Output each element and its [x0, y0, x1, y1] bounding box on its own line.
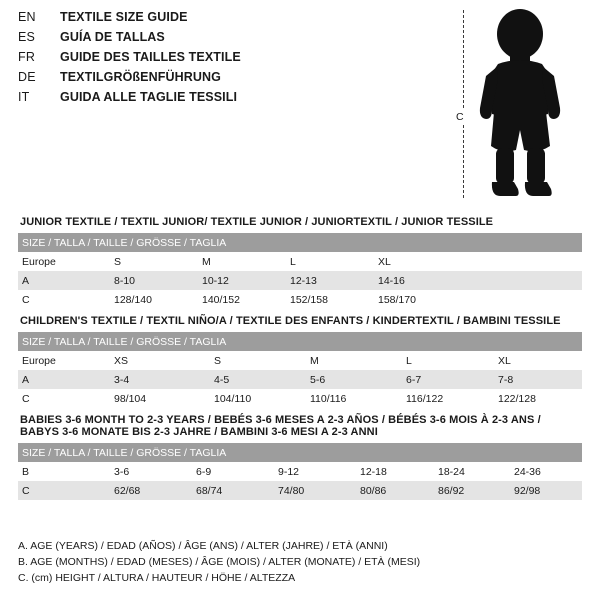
header-title-text: GUÍA DE TALLAS [60, 30, 165, 44]
cell: 4-5 [210, 370, 306, 389]
row-label: B [18, 462, 110, 481]
header-lang-code: ES [18, 30, 36, 44]
cell: 8-10 [110, 271, 198, 290]
height-measure-line [463, 10, 464, 198]
header-row [18, 90, 438, 110]
cell: 68/74 [192, 481, 274, 500]
cell: 62/68 [110, 481, 192, 500]
row-label: C [18, 481, 110, 500]
header-row [18, 30, 438, 50]
cell: M [198, 252, 286, 271]
header [18, 10, 438, 110]
table-row [18, 351, 582, 370]
cell: 122/128 [494, 389, 582, 408]
table-header-label: SIZE / TALLA / TAILLE / GRÖSSE / TAGLIA [18, 443, 582, 462]
row-label: Europe [18, 252, 110, 271]
cell: M [306, 351, 402, 370]
cell: 9-12 [274, 462, 356, 481]
row-label: C [18, 290, 110, 309]
junior-size-table [18, 233, 582, 309]
figure-area [452, 6, 592, 202]
header-row [18, 10, 438, 30]
header-lang-code: IT [18, 90, 30, 104]
header-lang-code: DE [18, 70, 36, 84]
header-row [18, 70, 438, 90]
cell: 92/98 [510, 481, 582, 500]
cell: XL [494, 351, 582, 370]
cell: 3-4 [110, 370, 210, 389]
cell: S [210, 351, 306, 370]
footnote-a: A. AGE (YEARS) / EDAD (AÑOS) / ÂGE (ANS) / ALTER (JAHRE) / ETÀ (ANNI) [18, 540, 388, 552]
height-measure-label: C [456, 111, 464, 123]
section-childrens-textile [18, 311, 582, 408]
table-header-label: SIZE / TALLA / TAILLE / GRÖSSE / TAGLIA [18, 332, 582, 351]
section-title: CHILDREN'S TEXTILE / TEXTIL NIÑO/A / TEXTILE DES ENFANTS / KINDERTEXTIL / BAMBINI TESSILE [20, 315, 561, 327]
cell-empty [462, 252, 582, 271]
cell: 7-8 [494, 370, 582, 389]
table-row [18, 370, 582, 389]
children-size-table [18, 332, 582, 408]
table-header-row [18, 332, 582, 351]
cell: 5-6 [306, 370, 402, 389]
header-title-text: GUIDE DES TAILLES TEXTILE [60, 50, 241, 64]
cell: 6-7 [402, 370, 494, 389]
header-lang-code: FR [18, 50, 36, 64]
row-label: A [18, 271, 110, 290]
cell-empty [462, 290, 582, 309]
size-tables [18, 212, 582, 502]
table-header-row [18, 443, 582, 462]
row-label: C [18, 389, 110, 408]
header-title-text: GUIDA ALLE TAGLIE TESSILI [60, 90, 238, 104]
cell: 18-24 [434, 462, 510, 481]
cell: 152/158 [286, 290, 374, 309]
row-label: A [18, 370, 110, 389]
header-lang-code: EN [18, 10, 36, 24]
footnotes [18, 538, 582, 586]
row-label: Europe [18, 351, 110, 370]
section-junior-textile [18, 212, 582, 309]
cell: 14-16 [374, 271, 462, 290]
babies-size-table [18, 443, 582, 500]
section-title: BABIES 3-6 MONTH TO 2-3 YEARS / BEBÉS 3-6 MESES A 2-3 AÑOS / BÉBÉS 3-6 MOIS À 2-3 ANS / BABYS 3-6 MONATE BIS 2-3 JAHRE / BAMBINI 3-6 MESI A 2-3 ANNI [20, 414, 541, 438]
header-row [18, 50, 438, 70]
header-title-text: TEXTILE SIZE GUIDE [60, 10, 188, 24]
cell: XL [374, 252, 462, 271]
cell: 3-6 [110, 462, 192, 481]
footnote-b: B. AGE (MONTHS) / EDAD (MESES) / ÂGE (MOIS) / ALTER (MONATE) / ETÀ (MESI) [18, 556, 421, 568]
cell: 24-36 [510, 462, 582, 481]
table-row [18, 481, 582, 500]
cell: 140/152 [198, 290, 286, 309]
cell: XS [110, 351, 210, 370]
section-title: JUNIOR TEXTILE / TEXTIL JUNIOR/ TEXTILE JUNIOR / JUNIORTEXTIL / JUNIOR TESSILE [20, 216, 494, 228]
cell: 10-12 [198, 271, 286, 290]
cell: L [286, 252, 374, 271]
cell: 74/80 [274, 481, 356, 500]
header-title-text: TEXTILGRÖßENFÜHRUNG [60, 70, 221, 84]
cell: 6-9 [192, 462, 274, 481]
cell: 80/86 [356, 481, 434, 500]
cell: 110/116 [306, 389, 402, 408]
cell: 128/140 [110, 290, 198, 309]
cell: 104/110 [210, 389, 306, 408]
cell: 12-13 [286, 271, 374, 290]
footnote-c: C. (cm) HEIGHT / ALTURA / HAUTEUR / HÖHE / ALTEZZA [18, 572, 296, 584]
table-row [18, 252, 582, 271]
table-row [18, 389, 582, 408]
cell: 116/122 [402, 389, 494, 408]
table-row [18, 290, 582, 309]
table-row [18, 462, 582, 481]
cell: 12-18 [356, 462, 434, 481]
cell: 98/104 [110, 389, 210, 408]
cell: 86/92 [434, 481, 510, 500]
cell: L [402, 351, 494, 370]
section-babies-textile [18, 410, 582, 500]
table-header-label: SIZE / TALLA / TAILLE / GRÖSSE / TAGLIA [18, 233, 582, 252]
table-header-row [18, 233, 582, 252]
cell: S [110, 252, 198, 271]
cell-empty [462, 271, 582, 290]
table-row [18, 271, 582, 290]
toddler-silhouette-icon [470, 6, 580, 202]
cell: 158/170 [374, 290, 462, 309]
